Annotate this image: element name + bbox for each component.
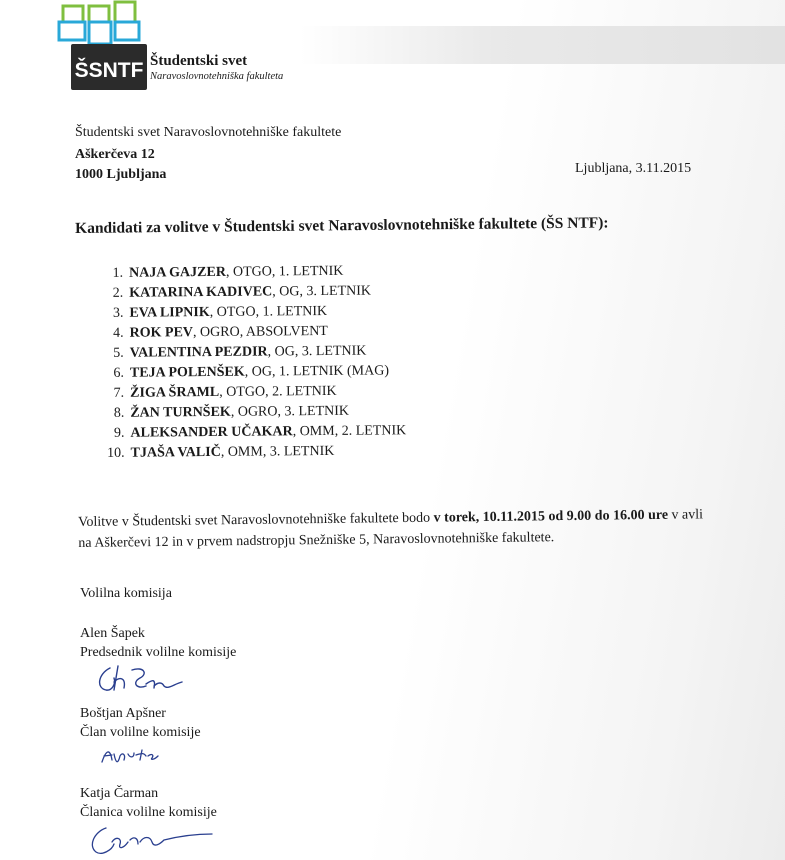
document-date: Ljubljana, 3.11.2015 bbox=[575, 161, 692, 176]
candidate-number: 5. bbox=[113, 345, 124, 361]
candidate-number: 9. bbox=[113, 425, 125, 441]
notice-intro: Volitve v Študentski svet Naravoslovnotehniške fakultete bodo bbox=[78, 510, 434, 530]
candidate-name: EVA LIPNIK bbox=[129, 305, 210, 321]
logo-wordmark: ŠSNTF bbox=[74, 59, 144, 82]
candidate-details: , OMM, 3. LETNIK bbox=[220, 443, 335, 460]
candidate-details: , OTGO, 2. LETNIK bbox=[219, 383, 337, 400]
candidate-item bbox=[97, 421, 406, 444]
candidate-name: TEJA POLENŠEK bbox=[129, 364, 245, 381]
address-line-2: Aškerčeva 12 bbox=[75, 147, 155, 162]
notice-location: v avli na Aškerčevi 12 in v prvem nadstropju Snežniške 5, Naravoslovnotehniške fakultete. bbox=[78, 507, 704, 551]
candidate-number: 8. bbox=[113, 405, 125, 421]
candidate-item bbox=[97, 341, 406, 364]
signature-bostjan-apsner bbox=[98, 744, 178, 768]
candidate-details: , OG, 3. LETNIK bbox=[267, 343, 367, 360]
candidate-item bbox=[96, 281, 405, 304]
election-notice bbox=[78, 504, 718, 554]
candidate-item bbox=[96, 301, 405, 324]
candidate-number: 4. bbox=[113, 325, 124, 341]
candidate-details: , OGRO, ABSOLVENT bbox=[192, 323, 328, 341]
document-heading: Kandidati za volitve v Študentski svet Naravoslovnotehniške fakultete (ŠS NTF): bbox=[75, 214, 609, 237]
signatory-role: Član volilne komisije bbox=[80, 725, 201, 740]
scan-shadow-band bbox=[300, 26, 785, 64]
candidate-name: VALENTINA PEZDIR bbox=[129, 344, 268, 361]
signatory-role: Članica volilne komisije bbox=[80, 805, 217, 820]
candidate-name: ROK PEV bbox=[129, 325, 194, 341]
candidate-details: , OTGO, 1. LETNIK bbox=[225, 263, 344, 280]
commission-label: Volilna komisija bbox=[80, 586, 172, 601]
candidate-details: , OG, 1. LETNIK (MAG) bbox=[244, 363, 390, 380]
signatory-role: Predsednik volilne komisije bbox=[80, 645, 237, 660]
candidate-item bbox=[97, 321, 406, 344]
signatory-name: Alen Šapek bbox=[80, 626, 145, 641]
signature-katja-carman bbox=[84, 822, 224, 858]
candidate-item bbox=[97, 361, 406, 384]
address-line-3: 1000 Ljubljana bbox=[75, 167, 167, 182]
signature-alen-sapek bbox=[92, 660, 202, 700]
signatory-name: Katja Čarman bbox=[80, 786, 159, 801]
ssntf-logo bbox=[55, 0, 150, 95]
candidate-number: 6. bbox=[113, 365, 125, 381]
candidate-list bbox=[96, 261, 406, 464]
candidate-number: 3. bbox=[112, 305, 124, 321]
address-line-1: Študentski svet Naravoslovnotehniške fakultete bbox=[75, 125, 342, 140]
candidate-number: 10. bbox=[107, 445, 125, 461]
candidate-details: , OTGO, 1. LETNIK bbox=[209, 303, 328, 321]
candidate-number: 7. bbox=[113, 385, 125, 401]
signatory-name: Boštjan Apšner bbox=[80, 706, 166, 721]
candidate-item bbox=[97, 381, 406, 404]
candidate-number: 2. bbox=[112, 285, 124, 301]
candidate-name: NAJA GAJZER bbox=[129, 264, 227, 281]
candidate-name: ŽAN TURNŠEK bbox=[130, 404, 231, 421]
candidate-item bbox=[97, 401, 406, 424]
notice-datetime: v torek, 10.11.2015 od 9.00 do 16.00 ure bbox=[433, 507, 669, 526]
candidate-details: , OG, 3. LETNIK bbox=[272, 283, 372, 300]
candidate-name: ŽIGA ŠRAML bbox=[130, 384, 220, 401]
candidate-number: 1. bbox=[112, 265, 124, 281]
candidate-name: ALEKSANDER UČAKAR bbox=[130, 424, 293, 441]
candidate-item bbox=[96, 261, 405, 284]
candidate-name: KATARINA KADIVEC bbox=[129, 284, 273, 301]
org-subtitle: Naravoslovnotehniška fakulteta bbox=[150, 71, 284, 82]
candidate-name: TJAŠA VALIČ bbox=[130, 444, 221, 461]
candidate-item bbox=[98, 441, 407, 464]
candidate-details: , OMM, 2. LETNIK bbox=[292, 423, 407, 440]
org-name: Študentski svet bbox=[150, 53, 248, 69]
candidate-details: , OGRO, 3. LETNIK bbox=[230, 403, 350, 420]
